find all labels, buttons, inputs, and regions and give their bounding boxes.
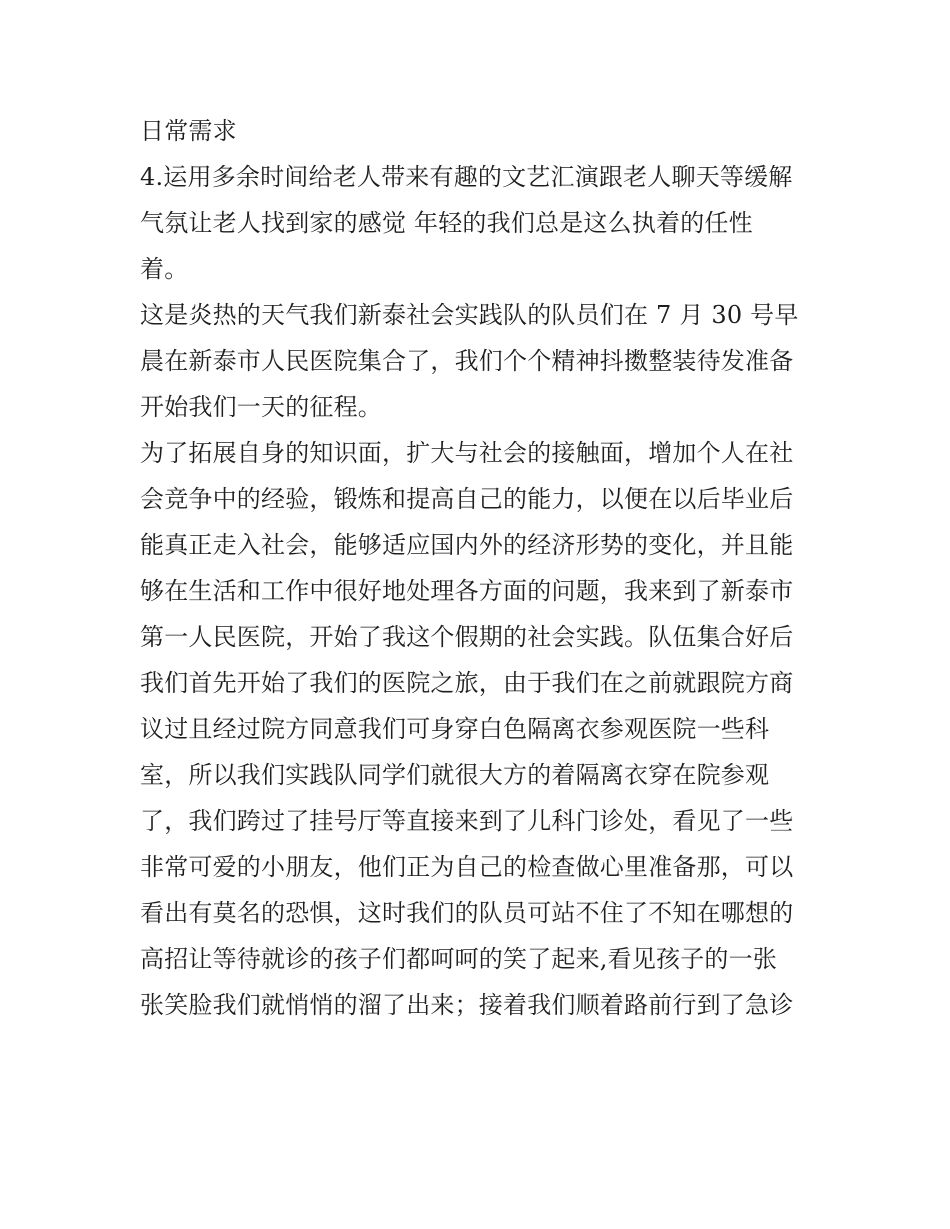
text-line: 着。 <box>140 255 189 283</box>
body-text <box>140 108 820 1028</box>
text-line: 日常需求 <box>140 117 237 145</box>
text-line: 气氛让老人找到家的感觉 年轻的我们总是这么执着的任性 <box>140 209 753 237</box>
text-line: 高招让等待就诊的孩子们都呵呵的笑了起来,看见孩子的一张 <box>140 945 778 973</box>
text-line: 张笑脸我们就悄悄的溜了出来；接着我们顺着路前行到了急诊 <box>140 991 794 1019</box>
text-line: 室，所以我们实践队同学们就很大方的着隔离衣穿在院参观 <box>140 761 770 789</box>
text-line: 晨在新泰市人民医院集合了，我们个个精神抖擞整装待发准备 <box>140 347 794 375</box>
text-line: 为了拓展自身的知识面，扩大与社会的接触面，增加个人在社 <box>140 439 794 467</box>
text-line: 开始我们一天的征程。 <box>140 393 382 421</box>
text-line: 会竞争中的经验，锻炼和提高自己的能力，以便在以后毕业后 <box>140 485 794 513</box>
text-line: 了，我们跨过了挂号厅等直接来到了儿科门诊处，看见了一些 <box>140 807 794 835</box>
text-line: 我们首先开始了我们的医院之旅，由于我们在之前就跟院方商 <box>140 669 794 697</box>
text-line: 能真正走入社会，能够适应国内外的经济形势的变化，并且能 <box>140 531 794 559</box>
text-line: 这是炎热的天气我们新泰社会实践队的队员们在 7 月 30 号早 <box>140 301 799 329</box>
text-line: 议过且经过院方同意我们可身穿白色隔离衣参观医院一些科 <box>140 715 770 743</box>
text-line: 够在生活和工作中很好地处理各方面的问题，我来到了新泰市 <box>140 577 794 605</box>
text-line: 非常可爱的小朋友，他们正为自己的检查做心里准备那，可以 <box>140 853 794 881</box>
text-line: 4.运用多余时间给老人带来有趣的文艺汇演跟老人聊天等缓解 <box>140 163 793 191</box>
text-line: 第一人民医院，开始了我这个假期的社会实践。队伍集合好后 <box>140 623 794 651</box>
text-line: 看出有莫名的恐惧，这时我们的队员可站不住了不知在哪想的 <box>140 899 794 927</box>
